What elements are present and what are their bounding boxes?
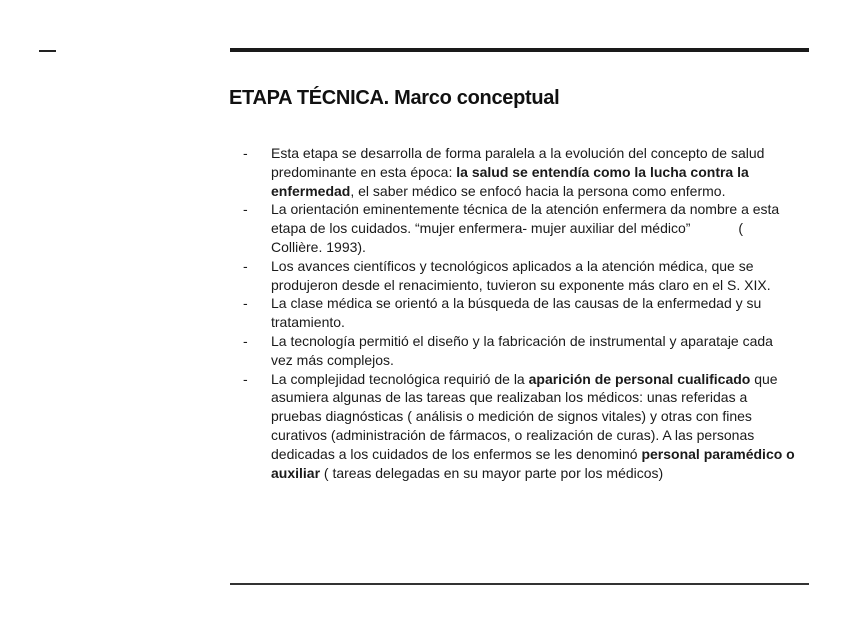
bullet-marker: - bbox=[243, 145, 248, 161]
bullet-text: Esta etapa se desarrolla de forma paralela a la evolución del concepto de salud predominante en esta época: bbox=[271, 145, 765, 180]
bullet-emphasis: personal paramédico o auxiliar bbox=[271, 445, 795, 481]
bullet-text: ( tareas delegadas en su mayor parte por los médicos) bbox=[320, 464, 664, 481]
bullet-text: que asumiera algunas de las tareas que realizaban los médicos: unas referidas a pruebas diagnósticas ( análisis o medición de signos vitales) y otras con fines curativos (administración de fármacos, o realización de curas). A las personas dedicadas a los cuidados de los enfermos se les denominó bbox=[271, 370, 778, 462]
bullet-item bbox=[243, 332, 798, 370]
bullet-text: La orientación eminentemente técnica de la atención enfermera da nombre a esta etapa de los cuidados. “mujer enfermera- mujer auxiliar del médico” bbox=[271, 201, 780, 237]
bullet-emphasis: la salud se entendía como la lucha contra la enfermedad bbox=[271, 163, 749, 199]
bullet-marker: - bbox=[243, 201, 248, 218]
bullet-list bbox=[243, 144, 798, 482]
bullet-citation: ( Collière. 1993). bbox=[271, 220, 744, 255]
bullet-item bbox=[243, 370, 798, 483]
bullet-text: La tecnología permitió el diseño y la fabricación de instrumental y aparataje cada vez más complejos. bbox=[271, 332, 773, 368]
bullet-item bbox=[243, 200, 798, 256]
bullet-marker: - bbox=[243, 257, 248, 274]
bullet-item bbox=[243, 144, 798, 200]
bullet-item bbox=[243, 294, 798, 332]
slide-title: ETAPA TÉCNICA. Marco conceptual bbox=[229, 87, 560, 110]
top-rule bbox=[230, 48, 809, 52]
bullet-text: La clase médica se orientó a la búsqueda de las causas de la enfermedad y su tratamiento. bbox=[271, 295, 762, 331]
bullet-marker: - bbox=[243, 370, 248, 387]
bullet-marker: - bbox=[243, 295, 248, 312]
bullet-text: , el saber médico se enfocó hacia la persona como enfermo. bbox=[350, 182, 726, 199]
bullet-text: La complejidad tecnológica requirió de la bbox=[271, 370, 529, 387]
bullet-item bbox=[243, 257, 798, 295]
bullet-text: Los avances científicos y tecnológicos aplicados a la atención médica, que se produjeron desde el renacimiento, tuvieron su exponente más claro en el S. XIX. bbox=[271, 257, 771, 293]
corner-dash-mark bbox=[39, 50, 56, 52]
bullet-marker: - bbox=[243, 332, 248, 349]
bottom-rule bbox=[230, 583, 809, 585]
bullet-emphasis: aparición de personal cualificado bbox=[528, 370, 751, 387]
